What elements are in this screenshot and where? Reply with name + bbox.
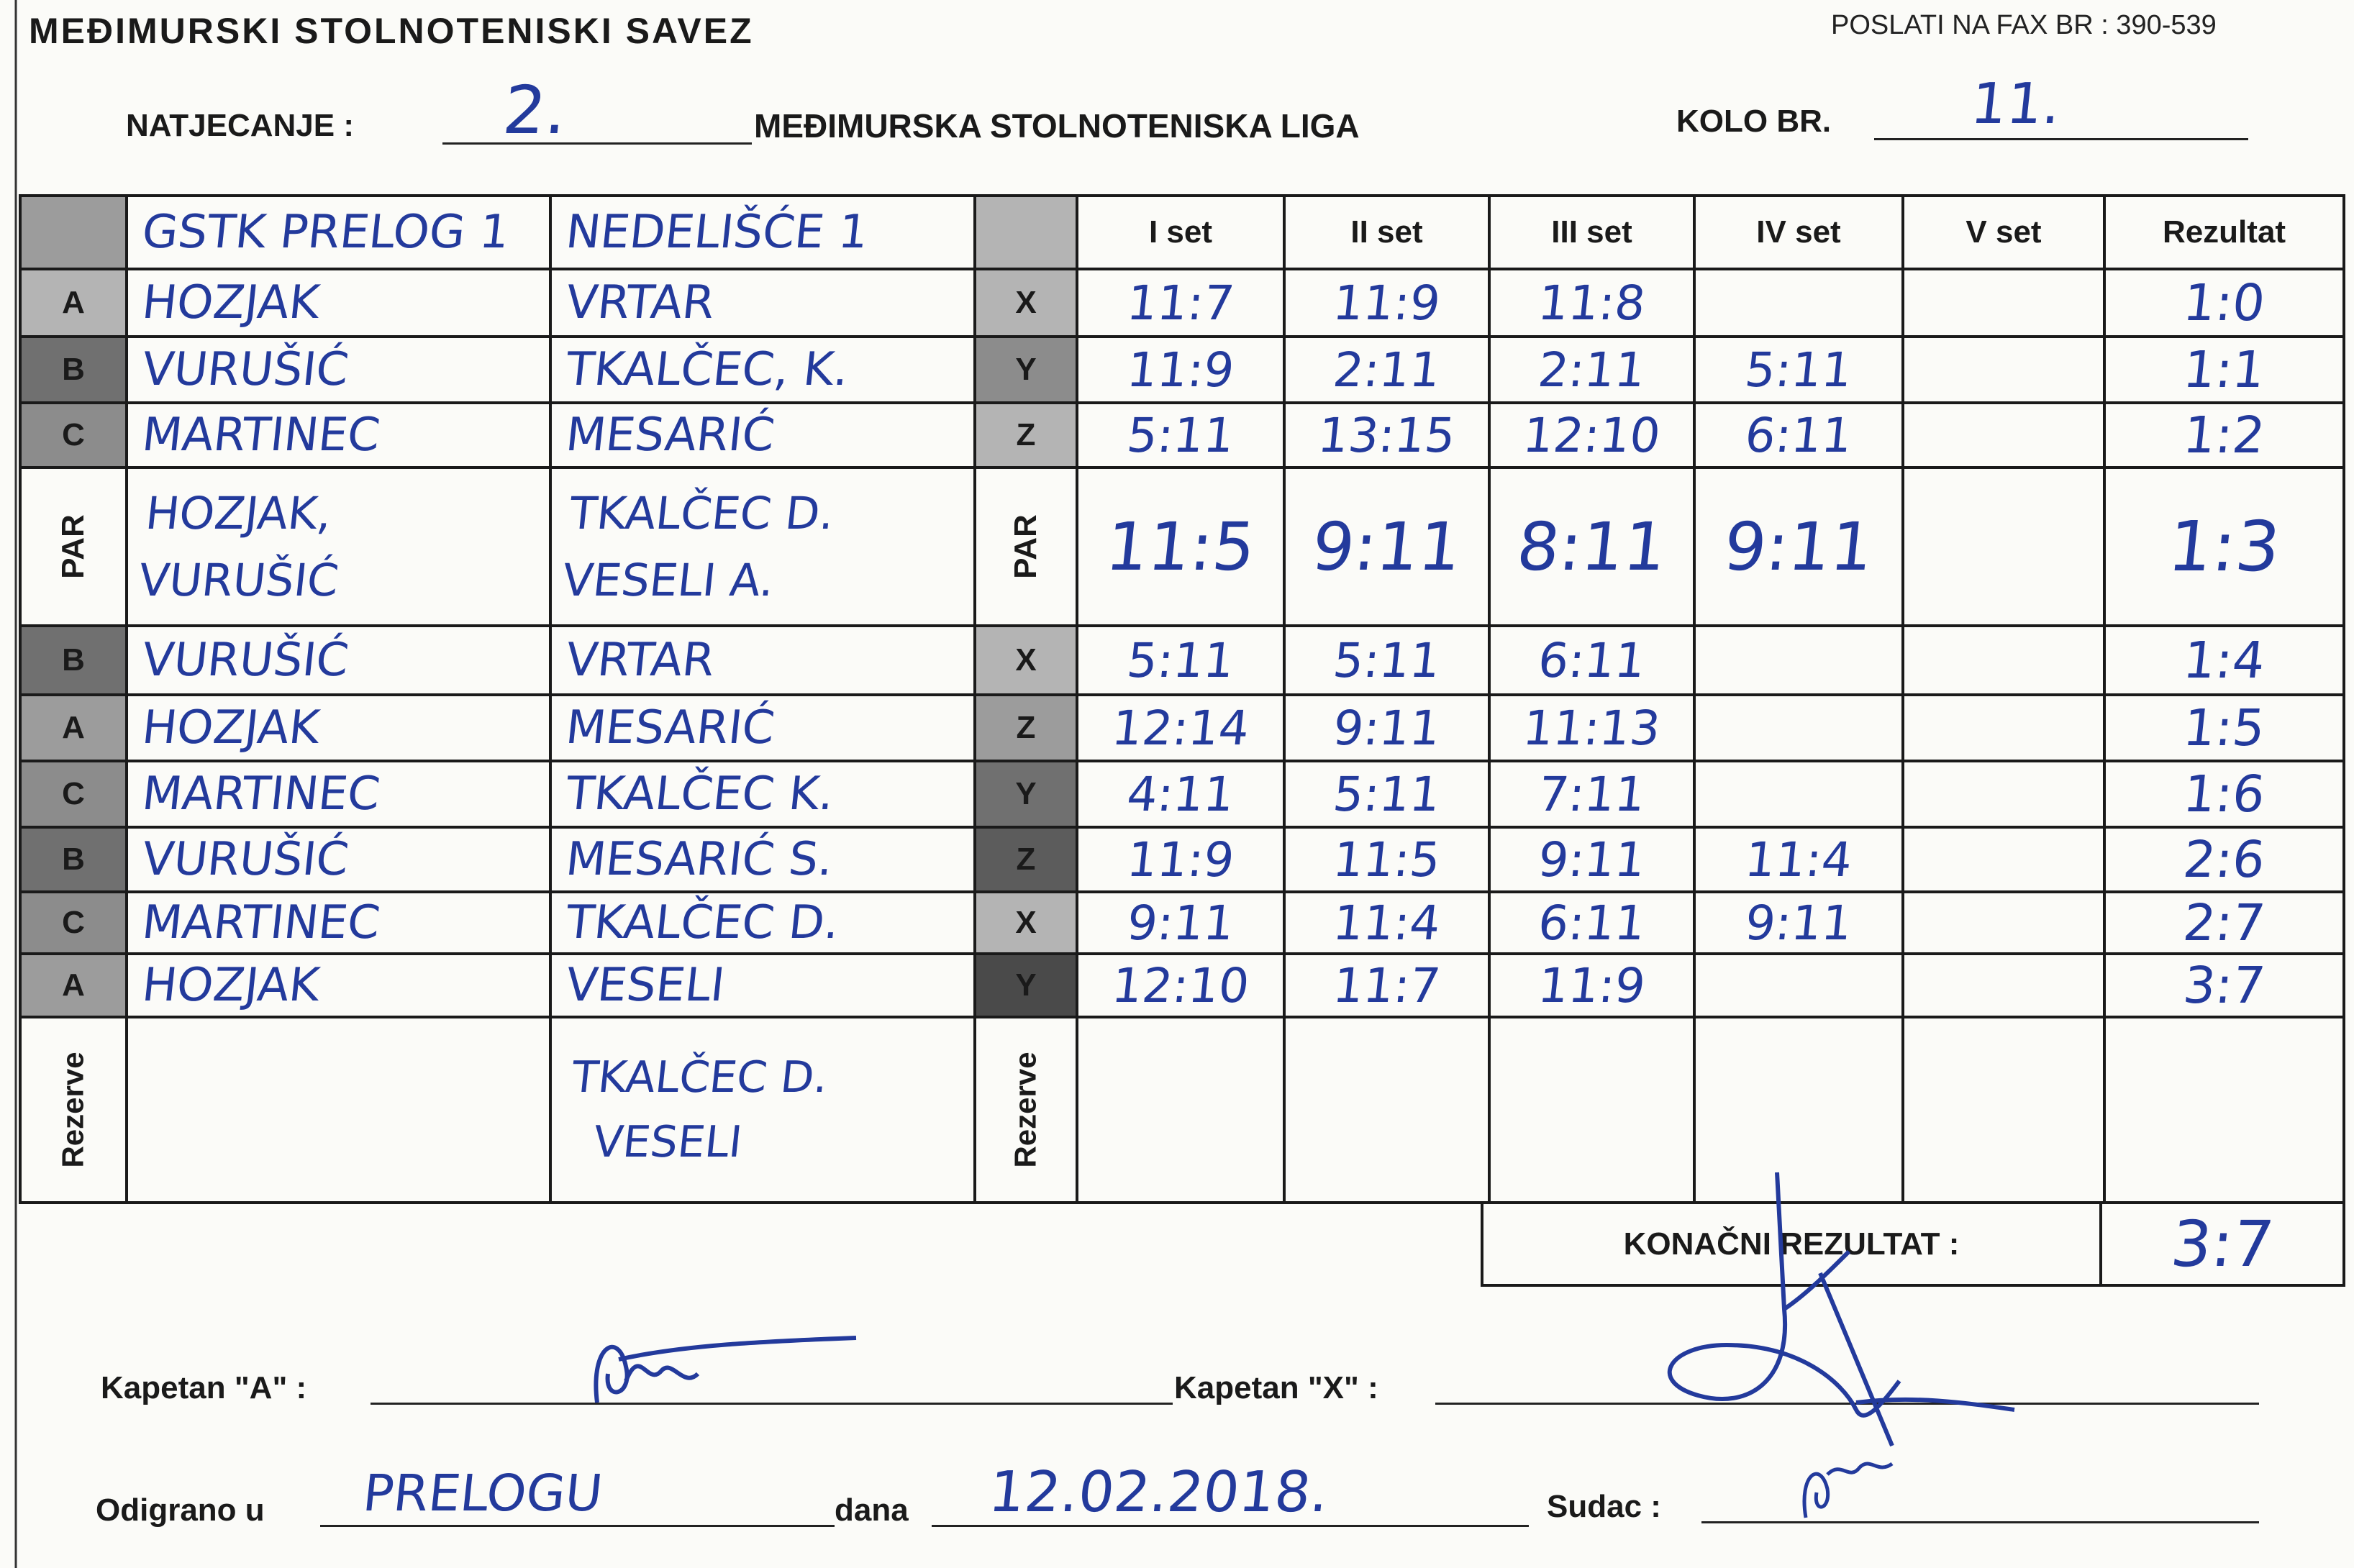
captain-a-signature <box>576 1302 878 1417</box>
set-score: 11:7 <box>1124 275 1237 331</box>
home-player: MARTINEC <box>140 409 383 462</box>
final-result-value: 3:7 <box>2167 1207 2278 1281</box>
reserves-away <box>550 1017 975 1203</box>
set-score: 7:11 <box>1535 766 1648 822</box>
set-score: 9:11 <box>1742 895 1855 951</box>
home-player: VURUŠIĆ <box>140 833 352 886</box>
set-score: 2:11 <box>1535 342 1648 398</box>
running-result: 2:7 <box>2180 893 2268 952</box>
home-code <box>20 954 127 1017</box>
away-code-text: Y <box>1015 967 1037 1003</box>
competition-label: NATJECANJE : <box>126 108 355 143</box>
final-result-label: KONAČNI REZULTAT : <box>1623 1226 1960 1262</box>
referee-label: Sudac : <box>1547 1489 1661 1524</box>
away-player: MESARIĆ S. <box>563 833 836 886</box>
set-score: 9:11 <box>1535 831 1648 888</box>
away-player: VRTAR <box>563 634 717 687</box>
set-score: 5:11 <box>1124 407 1237 463</box>
set-score <box>1691 954 1906 1017</box>
away-player: TKALČEC D. <box>563 896 842 949</box>
home-player: HOZJAK <box>140 701 322 755</box>
set-score <box>1899 761 2108 827</box>
played-line <box>320 1525 835 1527</box>
set-header-2: II set <box>1350 214 1423 250</box>
referee-signature <box>1791 1446 1907 1525</box>
home-code <box>20 626 127 695</box>
set-score: 9:11 <box>1720 508 1877 585</box>
reserves-home <box>117 1017 560 1203</box>
set-score <box>1894 468 2112 626</box>
away-code <box>975 337 1077 403</box>
reserves-label-text: Rezerve <box>56 1052 91 1168</box>
home-code-text: A <box>62 967 85 1003</box>
home-code <box>20 403 127 468</box>
set-score: 11:8 <box>1535 275 1648 331</box>
home-player: HOZJAK <box>140 276 322 329</box>
running-result: 1:0 <box>2180 273 2268 332</box>
set-score <box>1899 626 2108 695</box>
away-player: TKALČEC K. <box>563 767 837 821</box>
set-score: 12:10 <box>1520 407 1663 463</box>
away-player: TKALČEC, K. <box>563 343 852 396</box>
away-team-name: NEDELIŠĆE 1 <box>563 206 871 259</box>
set-score: 9:11 <box>1124 895 1237 951</box>
set-score: 11:9 <box>1124 831 1237 888</box>
fax-note: POSLATI NA FAX BR : 390-539 <box>1831 10 2217 40</box>
running-result: 1:6 <box>2180 765 2268 824</box>
away-code-text: Z <box>1016 417 1036 452</box>
set-score <box>1899 695 2108 761</box>
home-player: VURUŠIĆ <box>140 343 352 396</box>
set-score: 12:14 <box>1109 700 1253 756</box>
set-score: 5:11 <box>1330 632 1443 688</box>
set-header-4: IV set <box>1756 214 1841 250</box>
set-score: 5:11 <box>1124 632 1237 688</box>
set-header-3: III set <box>1551 214 1632 250</box>
home-code <box>20 468 127 626</box>
running-result: 1:2 <box>2180 406 2268 465</box>
date-line <box>932 1525 1529 1527</box>
captain-a-label: Kapetan "A" : <box>101 1370 307 1405</box>
home-player: HOZJAK, VURUŠIĆ <box>136 487 342 606</box>
away-code <box>975 626 1077 695</box>
running-result: 1:3 <box>2164 506 2284 587</box>
home-code-text: B <box>62 642 85 678</box>
set-score <box>1899 954 2107 1017</box>
set-score: 5:11 <box>1742 342 1855 398</box>
set-score: 11:4 <box>1330 895 1443 951</box>
home-code <box>20 827 127 892</box>
away-code <box>975 695 1077 761</box>
away-code-text: Y <box>1015 776 1037 811</box>
home-code <box>20 761 127 827</box>
away-player: VESELI <box>563 959 727 1012</box>
away-code <box>975 827 1077 892</box>
captain-x-label: Kapetan "X" : <box>1174 1370 1378 1405</box>
home-player: MARTINEC <box>140 896 383 949</box>
set-score: 6:11 <box>1535 895 1648 951</box>
reserves-label-text-right: Rezerve <box>1009 1052 1043 1168</box>
away-player: MESARIĆ <box>563 409 778 462</box>
captain-x-signature <box>1640 1165 2043 1467</box>
away-code <box>975 954 1077 1017</box>
away-code <box>975 468 1077 626</box>
reserves-label-left <box>20 1017 127 1203</box>
home-code-text: A <box>62 710 85 745</box>
running-result: 1:4 <box>2180 631 2268 690</box>
reserve-player-2: VESELI <box>591 1117 745 1167</box>
set-score <box>1899 403 2107 468</box>
away-code-text: X <box>1015 642 1037 678</box>
set-score <box>1899 337 2108 403</box>
away-code <box>975 892 1077 954</box>
set-score: 11:5 <box>1102 508 1259 585</box>
set-score <box>1691 269 1907 337</box>
home-code-text: C <box>62 905 85 940</box>
away-code-text: X <box>1015 905 1037 940</box>
set-score: 11:9 <box>1535 957 1648 1013</box>
set-score <box>1899 827 2107 892</box>
home-code <box>20 695 127 761</box>
played-label: Odigrano u <box>96 1492 265 1528</box>
away-code <box>975 269 1077 337</box>
set-score <box>1691 761 1907 827</box>
away-player: VRTAR <box>563 276 717 329</box>
home-code-text: PAR <box>55 514 91 579</box>
home-code-text: C <box>62 776 85 811</box>
home-code <box>20 337 127 403</box>
set-score: 6:11 <box>1535 632 1648 688</box>
home-code-text: A <box>62 285 85 320</box>
set-score: 12:10 <box>1109 957 1253 1013</box>
away-code-text: Z <box>1016 710 1036 745</box>
set-score: 5:11 <box>1330 766 1443 822</box>
referee-line <box>1701 1521 2259 1523</box>
home-code <box>20 269 127 337</box>
set-score: 11:9 <box>1124 342 1237 398</box>
home-team-name: GSTK PRELOG 1 <box>140 206 512 259</box>
home-player: MARTINEC <box>140 767 383 821</box>
home-code-text: C <box>62 417 85 452</box>
set-header-1: I set <box>1148 214 1213 250</box>
running-result: 3:7 <box>2180 956 2268 1015</box>
played-value: PRELOGU <box>360 1464 606 1523</box>
set-score: 4:11 <box>1124 766 1237 822</box>
running-result: 1:1 <box>2180 340 2268 399</box>
set-score: 9:11 <box>1308 508 1465 585</box>
away-code <box>975 403 1077 468</box>
set-score: 11:7 <box>1330 957 1443 1013</box>
date-value: 12.02.2018. <box>986 1460 1332 1525</box>
home-player: HOZJAK <box>140 959 322 1012</box>
away-code-text: X <box>1015 285 1037 320</box>
home-code <box>20 892 127 954</box>
set-score: 8:11 <box>1513 508 1671 585</box>
round-label: KOLO BR. <box>1676 104 1832 139</box>
away-code <box>975 761 1077 827</box>
set-score: 6:11 <box>1742 407 1855 463</box>
reserves-label-right <box>975 1017 1077 1203</box>
set-score: 11:4 <box>1742 831 1855 888</box>
set-score: 2:11 <box>1330 342 1443 398</box>
set-score: 11:5 <box>1330 831 1443 888</box>
date-label: dana <box>835 1492 909 1528</box>
competition-value: 2. <box>499 72 571 149</box>
home-code-text: B <box>62 842 85 877</box>
away-code-text: Z <box>1016 842 1036 877</box>
set-score <box>1899 269 2108 337</box>
set-score <box>1691 626 1907 695</box>
home-code-text: B <box>62 352 85 387</box>
running-result: 2:6 <box>2180 830 2268 889</box>
set-score: 11:13 <box>1520 700 1663 756</box>
federation-title: MEĐIMURSKI STOLNOTENISKI SAVEZ <box>29 11 754 51</box>
home-player: VURUŠIĆ <box>140 634 352 687</box>
league-name: MEĐIMURSKA STOLNOTENISKA LIGA <box>754 107 1360 145</box>
away-code-text: PAR <box>1007 514 1043 579</box>
set-score: 9:11 <box>1330 700 1443 756</box>
round-value: 11. <box>1968 72 2064 137</box>
away-player: TKALČEC D. VESELI A. <box>560 487 837 606</box>
reserve-player-1: TKALČEC D. <box>569 1052 831 1103</box>
running-result: 1:5 <box>2180 698 2268 757</box>
set-score <box>1899 892 2107 954</box>
set-header-5: V set <box>1966 214 2042 250</box>
away-code-text: Y <box>1015 352 1037 387</box>
away-player: MESARIĆ <box>563 701 778 755</box>
set-score: 11:9 <box>1330 275 1443 331</box>
set-score: 13:15 <box>1315 407 1458 463</box>
result-header: Rezultat <box>2162 214 2286 250</box>
set-score <box>1691 695 1907 761</box>
